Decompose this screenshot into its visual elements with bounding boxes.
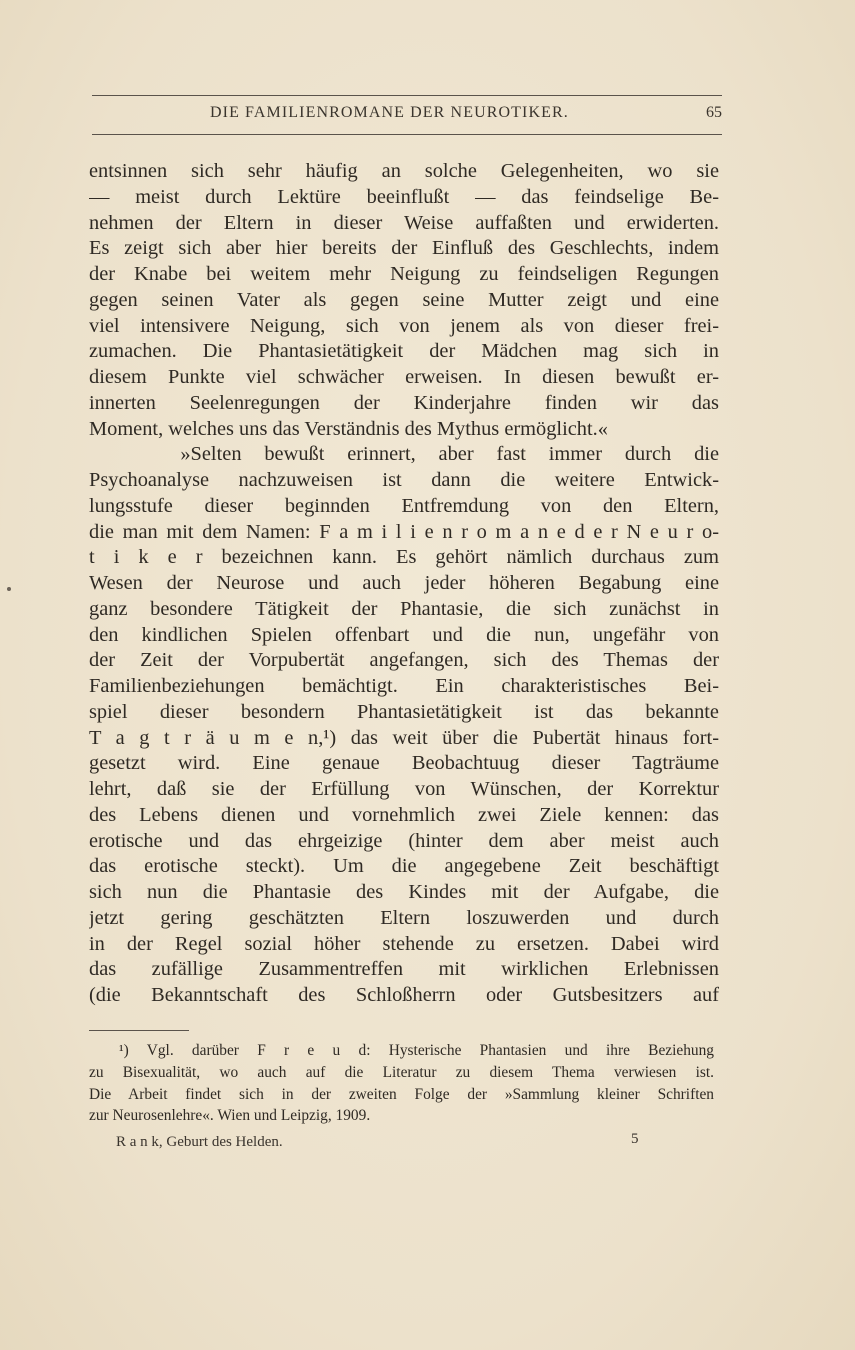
body-line: Moment, welches uns das Verständnis des Mythus ermöglicht.«	[89, 417, 608, 440]
body-line: t i k e r bezeichnen kann. Es gehört nämlich durchaus zum	[89, 546, 719, 569]
body-line: erotische und das ehrgeizige (hinter dem aber meist auch	[89, 829, 719, 852]
body-line: der Zeit der Vorpubertät angefangen, sich des Themas der	[89, 649, 719, 672]
body-line: gesetzt wird. Eine genaue Beobachtuug dieser Tagträume	[89, 752, 719, 775]
body-line: Psychoanalyse nachzuweisen ist dann die weitere Entwick-	[89, 469, 719, 491]
body-line: gegen seinen Vater als gegen seine Mutter zeigt und eine	[89, 288, 719, 311]
body-line: jetzt gering geschätzten Eltern loszuwerden und durch	[89, 906, 719, 929]
body-line: den kindlichen Spielen offenbart und die nun, ungefähr von	[89, 623, 719, 646]
footnote-line: zu Bisexualität, wo auch auf die Literatur zu diesem Thema verwiesen ist.	[89, 1063, 714, 1081]
footnote-rule	[89, 1030, 189, 1031]
body-line: ganz besondere Tätigkeit der Phantasie, die sich zunächst in	[89, 597, 719, 620]
body-line: das erotische steckt). Um die angegebene Zeit beschäftigt	[89, 855, 719, 878]
sheet-number: 5	[631, 1131, 639, 1147]
body-line: Wesen der Neurose und auch jeder höheren Begabung eine	[89, 572, 719, 594]
body-line: nehmen der Eltern in dieser Weise auffaßten und erwiderten.	[89, 211, 719, 234]
footnotes	[89, 1040, 714, 1127]
stray-ink-mark	[7, 587, 11, 591]
footnote-line: zur Neurosenlehre«. Wien und Leipzig, 1909.	[89, 1107, 371, 1125]
printer-signature: R a n k, Geburt des Helden.	[116, 1134, 283, 1150]
page-number: 65	[706, 104, 722, 121]
footnote-line: ¹) Vgl. darüber F r e u d: Hysterische Phantasien und ihre Beziehung	[119, 1042, 714, 1059]
body-line: spiel dieser besondern Phantasietätigkeit ist das bekannte	[89, 700, 719, 723]
body-line: (die Bekanntschaft des Schloßherrn oder Gutsbesitzers auf	[89, 984, 719, 1006]
body-line: »Selten bewußt erinnert, aber fast immer durch die	[89, 443, 719, 466]
body-line: viel intensivere Neigung, sich von jenem als von dieser frei-	[89, 314, 719, 337]
body-line: der Knabe bei weitem mehr Neigung zu feindseligen Regungen	[89, 263, 719, 285]
running-title: DIE FAMILIENROMANE DER NEUROTIKER.	[210, 104, 569, 121]
header-rule-bottom	[92, 134, 722, 135]
body-line: die man mit dem Namen: F a m i l i e n r o m a n e d e r N e u r o-	[89, 520, 719, 543]
body-line: T a g t r ä u m e n,¹) das weit über die Pubertät hinaus fort-	[89, 726, 719, 749]
body-line: das zufällige Zusammentreffen mit wirklichen Erlebnissen	[89, 958, 719, 981]
body-line: des Lebens dienen und vornehmlich zwei Ziele kennen: das	[89, 803, 719, 826]
body-line: innerten Seelenregungen der Kinderjahre finden wir das	[89, 391, 719, 414]
body-line: diesem Punkte viel schwächer erweisen. In diesen bewußt er-	[89, 366, 719, 388]
body-line: Familienbeziehungen bemächtigt. Ein charakteristisches Bei-	[89, 675, 719, 697]
body-text	[89, 159, 719, 1009]
body-line: lehrt, daß sie der Erfüllung von Wünschen, der Korrektur	[89, 778, 719, 800]
body-line: — meist durch Lektüre beeinflußt — das feindselige Be-	[89, 185, 719, 208]
body-line: entsinnen sich sehr häufig an solche Gelegenheiten, wo sie	[89, 160, 719, 182]
body-line: in der Regel sozial höher stehende zu ersetzen. Dabei wird	[89, 932, 719, 955]
header-rule-top	[92, 95, 722, 96]
body-line: zumachen. Die Phantasietätigkeit der Mädchen mag sich in	[89, 340, 719, 363]
body-line: Es zeigt sich aber hier bereits der Einfluß des Geschlechts, indem	[89, 237, 719, 260]
body-line: sich nun die Phantasie des Kindes mit der Aufgabe, die	[89, 881, 719, 903]
footnote-line: Die Arbeit findet sich in der zweiten Folge der »Sammlung kleiner Schriften	[89, 1085, 714, 1103]
body-line: lungsstufe dieser beginnden Entfremdung von den Eltern,	[89, 494, 719, 517]
